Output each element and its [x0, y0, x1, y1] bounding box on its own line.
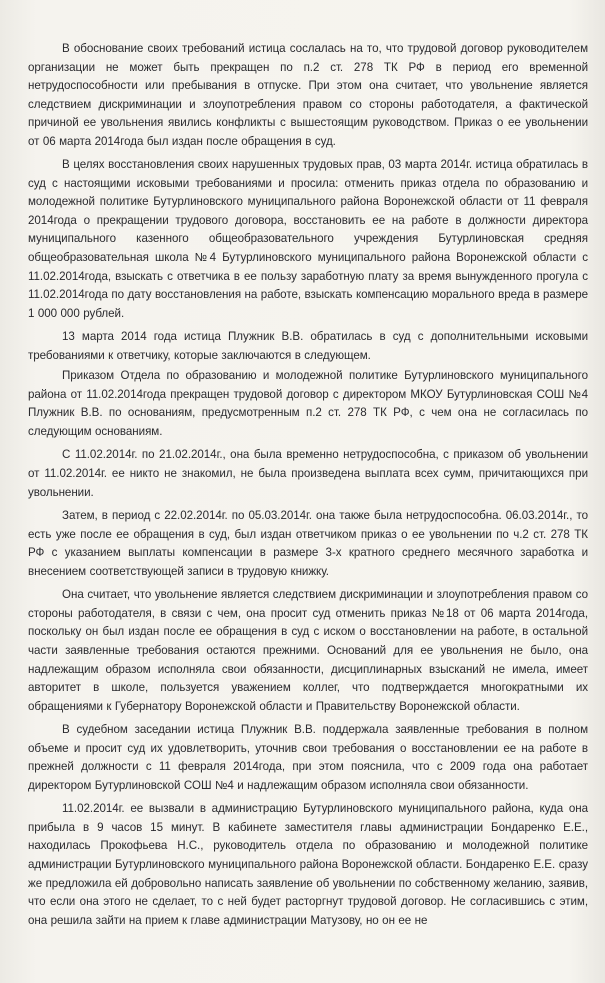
paragraph-2: В целях восстановления своих нарушенных трудовых прав, 03 марта 2014г. истица обратилась в суд с настоящими исковыми требованиями и просила: отменить приказ отдела по образованию и молодежной политике Бутурлиновского муниципального района Воронежской области от 11 февраля 2014года о прекращении трудового договора, восстановить ее на работе в должности директора муниципального казенного общеобразовательного учреждения Бутурлиновская средняя общеобразовательная школа №4 Бутурлиновского муниципального района Воронежской области с 11.02.2014года, взыскать с ответчика в ее пользу заработную плату за время вынужденного прогула с 11.02.2014года по дату восстановления на работе, взыскать компенсацию морального вреда в размере 1 000 000 рублей.: [28, 158, 588, 320]
paragraph-4: Приказом Отдела по образованию и молодежной политике Бутурлиновского муниципального района от 11.02.2014года прекращен трудовой договор с директором МКОУ Бутурлиновская СОШ №4 Плужник В.В. по основаниям, предусмотренным п.2 ст. 278 ТК РФ, с чем она не согласилась по следующим основаниям.: [28, 369, 588, 438]
paragraph-9: 11.02.2014г. ее вызвали в администрацию Бутурлиновского муниципального района, куда она прибыла в 9 часов 15 минут. В кабинете заместителя главы администрации Бондаренко Е.Е., находилась Прокофьева Н.С., руководитель отдела по образованию и молодежной политике администрации Бутурлиновского муниципального района Воронежской области. Бондаренко Е.Е. сразу же предложила ей добровольно написать заявление об увольнении по собственному желанию, заявив, что если она этого не сделает, то с ней будет расторгнут трудовой договор. Не согласившись с этим, она решила зайти на прием к главе администрации Матузову, но он ее не: [28, 802, 588, 927]
paragraph-8: В судебном заседании истица Плужник В.В. поддержала заявленные требования в полном объеме и просит суд их удовлетворить, уточнив свои требования о восстановлении ее на работе в прежней должности с 11 февраля 2014года, при этом пояснила, что с 2009 года она работает директором Бутурлиновской СОШ №4 и надлежащим образом исполняла свои обязанности.: [28, 723, 588, 792]
document-body: [28, 40, 588, 930]
paragraph-6: Затем, в период с 22.02.2014г. по 05.03.2014г. она также была нетрудоспособна. 06.03.2014г., то есть уже после ее обращения в суд, был издан ответчиком приказ о ее увольнении по ч.2 ст. 278 ТК РФ с указанием выплаты компенсации в размере 3-х кратного среднего месячного заработка и внесением соответствующей записи в трудовую книжку.: [28, 509, 588, 578]
paragraph-7: Она считает, что увольнение является следствием дискриминации и злоупотребления правом со стороны работодателя, в связи с чем, она просит суд отменить приказ №18 от 06 марта 2014года, поскольку он был издан после ее обращения в суд с иском о восстановлении на работе, в остальной части заявленные требования остаются прежними. Оснований для ее увольнения не было, она надлежащим образом исполняла свои обязанности, дисциплинарных взысканий не имела, имеет авторитет в школе, пользуется уважением коллег, что подтверждается многократными их обращениями к Губернатору Воронежской области и Правительству Воронежской области.: [28, 588, 588, 713]
paragraph-1: В обоснование своих требований истица сослалась на то, что трудовой договор руководителем организации не может быть прекращен по п.2 ст. 278 ТК РФ в период его временной нетрудоспособности или пребывания в отпуске. При этом она считает, что увольнение является следствием дискриминации и злоупотребления правом со стороны работодателя, а фактической причиной ее увольнения явились конфликты с вышестоящим руководством. Приказ о ее увольнении от 06 марта 2014года был издан после обращения в суд.: [28, 42, 588, 148]
paragraph-5: С 11.02.2014г. по 21.02.2014г., она была временно нетрудоспособна, с приказом об увольнении от 11.02.2014г. ее никто не знакомил, не была произведена выплата всех сумм, причитающихся при увольнении.: [28, 448, 588, 499]
paragraph-3: 13 марта 2014 года истица Плужник В.В. обратилась в суд с дополнительными исковыми требованиями к ответчику, которые заключаются в следующем.: [28, 330, 588, 362]
